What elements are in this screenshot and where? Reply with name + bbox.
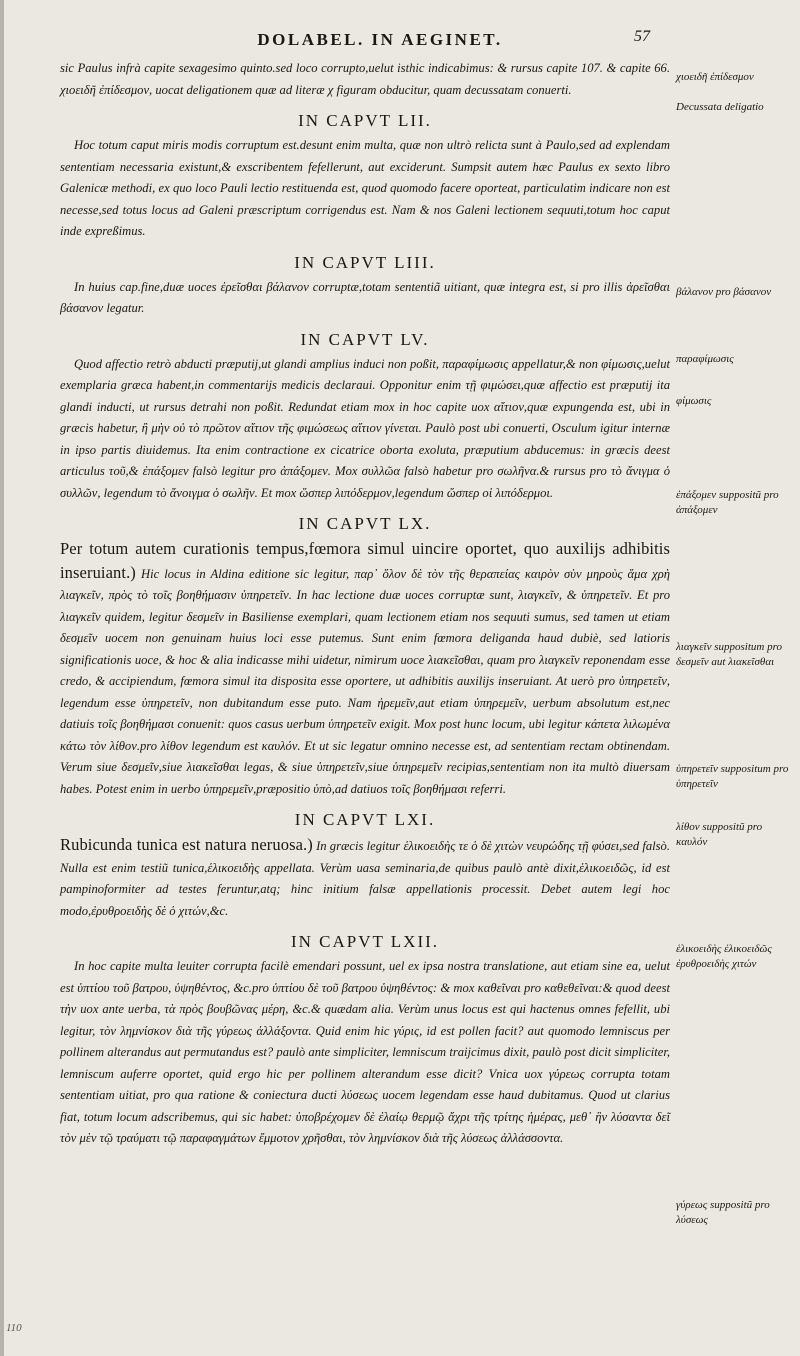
opening-paragraph: sic Paulus infrà capite sexagesimo quinto.sed loco corrupto,uelut isthic indicabimus: & rursus capite 107. & capite 66. χιοειδῆ ἐπίδεσμον, uocat deligationem quæ ad literæ χ figuram obducitur, quam decussatam conuerti. [60,61,670,97]
marginal-note: λιαγκεῖν suppositum pro δεσμεῖν aut λιακεῖσθαι [676,641,782,668]
marginal-note: λίθον suppositũ pro καυλόν [676,821,763,848]
running-head-title: DOLABEL. IN AEGINET. [257,30,503,49]
chapter-body: Hic locus in Aldina editione sic legitur, παρ᾽ ὅλον δὲ τὸν τῆς θεραπείας καιρὸν σὺν μηροὺς ἅμα χρὴ λιαγκεῖν, πρὸς τὸ τοῖς βοηθήμασιν ὑπηρετεῖν. In hac lectione duæ uoces corruptæ sunt, λιαγκεῖν, & ὑπηρετεῖν. Et pro λιαγκεῖν quidem, legitur δεσμεῖν in Basiliense exemplari, quam lectionem etiam nos sequuti sumus, sed tamen ut etiam δεσμεῖν uocem non genuinam huius loci esse putemus. Sunt enim fœmora deliganda haud dubiè, sed latioris significationis uoce, & hoc & alia indicasse mihi uidetur, nimirum uoce λιακεῖσθαι, quam pro λιαγκεῖν reponendam esse credo, & accipiendum, fœmora simul ita disposita esse oportere, ut adhibitis auxilijs inseruiant. At uerò pro ὑπηρετεῖν, legendum esse ὑπηρετεῖν, non dubitandum esse puto. Nam ἠρεμεῖν,aut etiam ὑπηρεμεῖν, uerbum absolutum est,nec datiuis τοῖς βοηθήμασι conuenit: quos casus uerbum ὑπηρετεῖν exigit. Mox post hunc locum, ubi legitur κάπετα λιλωμένα κάτω τὸν λίθον.pro λίθον legendum est καυλόν. Et ut sic legatur omnino necesse est, ad sententiam rectam obtinendam. Verum siue δεσμεῖν,siue λιακεῖσθαι legas, & siue ὑπηρετεῖν,siue ὑπηρεμεῖν recipias,sententiam non ita multò diuersam habes. Potest enim in uerbo ὑπηρεμεῖν,præpositio ὑπὸ,ad datiuos τοῖς βοηθήμασι referri. [60,566,670,796]
marginal-note: παραφίμωσις [676,353,734,365]
marginal-note: χιοειδῆ ἐπίδεσμον [676,71,754,83]
marginal-note: ἑλικοειδὴς ἐλικοειδῶς ἐρυθροειδὴς χιτών [676,943,772,970]
main-text-column [60,58,670,1150]
lemma: Per totum autem curationis tempus,fœmora simul uincire oportet, quo auxilijs adhibitis inseruiant.) [60,539,670,582]
page-number: 57 [634,28,650,45]
chapter-body-with-lemma [60,834,670,922]
lemma: Rubicunda tunica est natura neruosa.) [60,835,313,854]
marginal-note: ὑπηρετεῖν suppositum pro ὑπηρετεῖν [676,763,789,790]
running-head [0,30,800,54]
marginal-note: Decussata deligatio [676,101,764,113]
marginal-note: βάλανον pro βάσανον [676,286,772,298]
chapter-body: In hoc capite multa leuiter corrupta facilè emendari possunt, uel ex ipsa nostra translatione, aut etiam sine ea, uelut est ὑπτίου τοῦ βατρου, ὑψηθέντος, &c.pro ὑπτίου δὲ τοῦ βατρου ὑψηθέντος: & mox καθεῖναι pro καθεθεῖναι:& quod deest τὴν uox ante uerba, τὰ πρὸς βουβῶνας μέρη, &c.& quædam alia. Verùm unus locus est qui hactenus omnes fefellit, ubi legitur, τὸν λημνίσκον διὰ τῆς γύρεως ἀλλάξοντα. Quid enim hic γύρις, id est pollen facit? aut quomodo lemniscus per pollinem alterandus aut permutandus est? paulò ante simpliciter, lemniscum traijcimus dixit, paulò post dicit simpliciter, lemniscum auferre oportet, quid ergo hic per pollinem alterandum esse dicit? Vnica uox γύρεως corrupta totam sententiam uitiat, pro qua ratione & coniectura ducti λύσεως uocem legendam esse haud dubitamus. Quod ut clarius fiat, totum locum adscribemus, qui sic habet: ὑποβρέχομεν δὲ ἐλαίῳ θερμῷ ἄχρι τῆς τρίτης ἡμέρας, μεθ᾽ ἣν λύσαντα δεῖ τὸν μὲν τῷ τραύματι τῷ παραφαγμάτων ἔμμοτον χρῆσθαι, τὸν λημνίσκον διὰ τῆς λύσεως ἀλλάσσοντα. [60,959,670,1145]
chapter-body: In huius cap.fine,duæ uoces ἐρεῖσθαι βάλανον corruptæ,totam sententiã uitiant, quæ integra est, si pro illis ἀρεῖσθαι βάσανον legatur. [60,279,670,315]
chapter-heading: IN CAPVT LIII. [294,252,436,272]
chapter-heading: IN CAPVT LII. [298,111,432,130]
chapter-body: In græcis legitur ἑλικοειδὴς τε ὁ δὲ χιτὼν νευρώδης τῇ φύσει,sed falsò. Nulla est enim testiũ tunica,ἑλικοειδὴς appellata. Verùm uasa seminaria,de quibus paulò antè dixit,ἑλικοειδῶς, id est pampinoformiter ad testes feruntur,atq; hinc initium falsæ appellationis processit. Debet autem legi hoc modo,ἐρυθροειδὴς δὲ ὁ χιτών,&c. [60,839,670,918]
chapter-heading: IN CAPVT LX. [298,514,432,533]
marginal-note: φίμωσις [676,395,712,407]
marginal-note: ἐπάξομεν suppositũ pro ἀπάξομεν [676,489,779,516]
chapter-body: Hoc totum caput miris modis corruptum est.desunt enim multa, quæ non ultrò relicta sunt à Paulo,sed ad explendam sententiam necessaria existunt,& exscribentem fefellerunt, aut exciderunt. Sumpsit autem hæc Paulus ex sexto libro Galenicæ methodi, ex quo loco Pauli lectio restituenda est, quod quomodo facere oporteat, particulatim indicare non est necesse,sed totus locus ad Galeni præscriptum corrigendus est. Nam & nos Galeni lectionem sequuti,totum hoc caput inde expreßimus. [60,138,670,238]
marginal-note: γύρεως suppositũ pro λύσεως [676,1199,770,1226]
chapter-heading: IN CAPVT LXI. [294,810,436,829]
chapter-body-with-lemma [60,538,670,800]
page-edge [0,0,4,1356]
chapter-heading: IN CAPVT LV. [300,329,430,349]
signature-mark: 110 [6,1322,22,1334]
chapter-body: Quod affectio retrò abducti præputij,ut glandi amplius induci non poßit, παραφίμωσις appellatur,& non φίμωσις,uelut exemplaria græca habent,in commentarijs medicis declaraui. Opponitur enim τῇ φιμώσει,quæ affectio est præputij ita glandi inducti, ut rursus detrahi non poßit. Redundat etiam mox in hoc capite uox αἴτιον,quæ expungenda est, ubi in græcis habetur, ἢ μὴν οὐ τὸ πρῶτον αἴτιον τῆς φιμώσεως αἴτιον γίνεται. Paulò post ubi conuerti, Osculum igitur internæ in ipso partis diuidemus. Ita enim contractione ex cicatrice oborta exoluta, præputium abducemus: in græcis deest articulus τοῦ,& ἐπάξομεν falsò legitur pro ἀπάξομεν. Mox συλλῶα falsò habetur pro σωλῆνα.& rursus pro τὸ ἄνιγμα ὁ συλλῶν, legendum τὸ ἄνοιγμα ὁ σωλῆν. Et mox ὥσπερ λιπόδερμον,legendum ὥσπερ οἱ λιπόδερμοι. [60,356,670,500]
chapter-heading: IN CAPVT LXII. [290,932,440,951]
